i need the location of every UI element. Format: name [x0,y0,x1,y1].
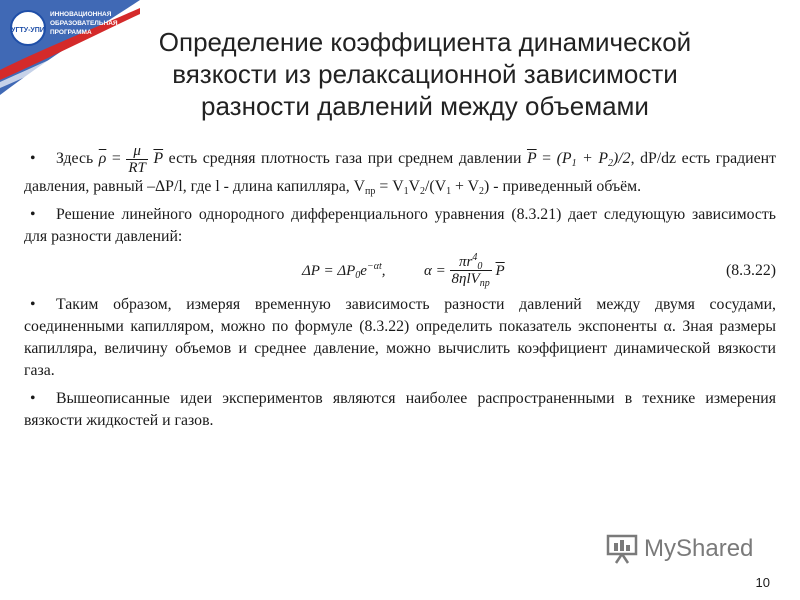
formula-delta-p: $\Delta P = \Delta P_0e^{-\alpha t}$, [302,261,386,281]
bullet-dot: • [30,206,36,223]
svg-text:УГТУ-УПИ: УГТУ-УПИ [11,27,45,34]
title-line-3: разности давлений между объемами [201,91,649,121]
bullet-1: • Здесь $\overline{\rho}$ = $\frac{\mu}{RT}$ $\overline{P}$ есть средняя плотность газа при среднем давлении $\overline{P} = (P_1 + P_2)/2$, dP/dz есть градиент давления, равный –ΔP/l, где l - длина капилляра, $V_{пр} = V_1V_2/(V_1 + V_2)$ - приведенный объём. [24,143,776,197]
title-line-2: вязкости из релаксационной зависимости [172,59,678,89]
p-bar-symbol: $\overline{P}$ [153,150,164,168]
university-logo [8,6,120,56]
bullet-dot: • [30,296,36,313]
svg-text:ИННОВАЦИОННАЯ: ИННОВАЦИОННАЯ [50,11,112,18]
bullet-3: • Таким образом, измеряя временную зависимость разности давлений между двумя сосудами, соединенными капилляром, можно по формуле (8.3.22) определить показатель экспоненты α. Зная размеры капилляра, величину объемов и среднее давление, можно вычислить коэффициент динамической вязкости газа. [24,296,776,379]
myshared-watermark: MyShared [606,534,753,564]
formula-alpha: α = $\frac{\pi r^4_0}{8\eta lV_{пр}}$ $\overline{P}$ [424,252,505,289]
title-line-1: Определение коэффициента динамической [158,27,692,57]
page-number: 10 [755,575,770,590]
presentation-icon [606,534,638,564]
slide-body [24,143,776,438]
bullet-2: • Решение линейного однородного дифференциального уравнения (8.3.21) дает следующую зависимость для разности давлений: [24,206,776,245]
slide-title [110,26,740,122]
bullet-dot: • [30,390,36,407]
formula-8-3-22 [24,254,776,294]
bullet-dot: • [30,150,36,168]
svg-text:ОБРАЗОВАТЕЛЬНАЯ: ОБРАЗОВАТЕЛЬНАЯ [50,20,118,27]
fraction-mu-over-RT: $\frac{\mu}{RT}$ [128,143,146,176]
svg-text:ПРОГРАММА: ПРОГРАММА [50,29,92,36]
equation-number: (8.3.22) [725,262,776,279]
bullet-4: • Вышеописанные идеи экспериментов являются наиболее распространенными в технике измерения вязкости жидкостей и газов. [24,390,776,429]
rho-bar-symbol: $\overline{\rho}$ [98,150,107,168]
